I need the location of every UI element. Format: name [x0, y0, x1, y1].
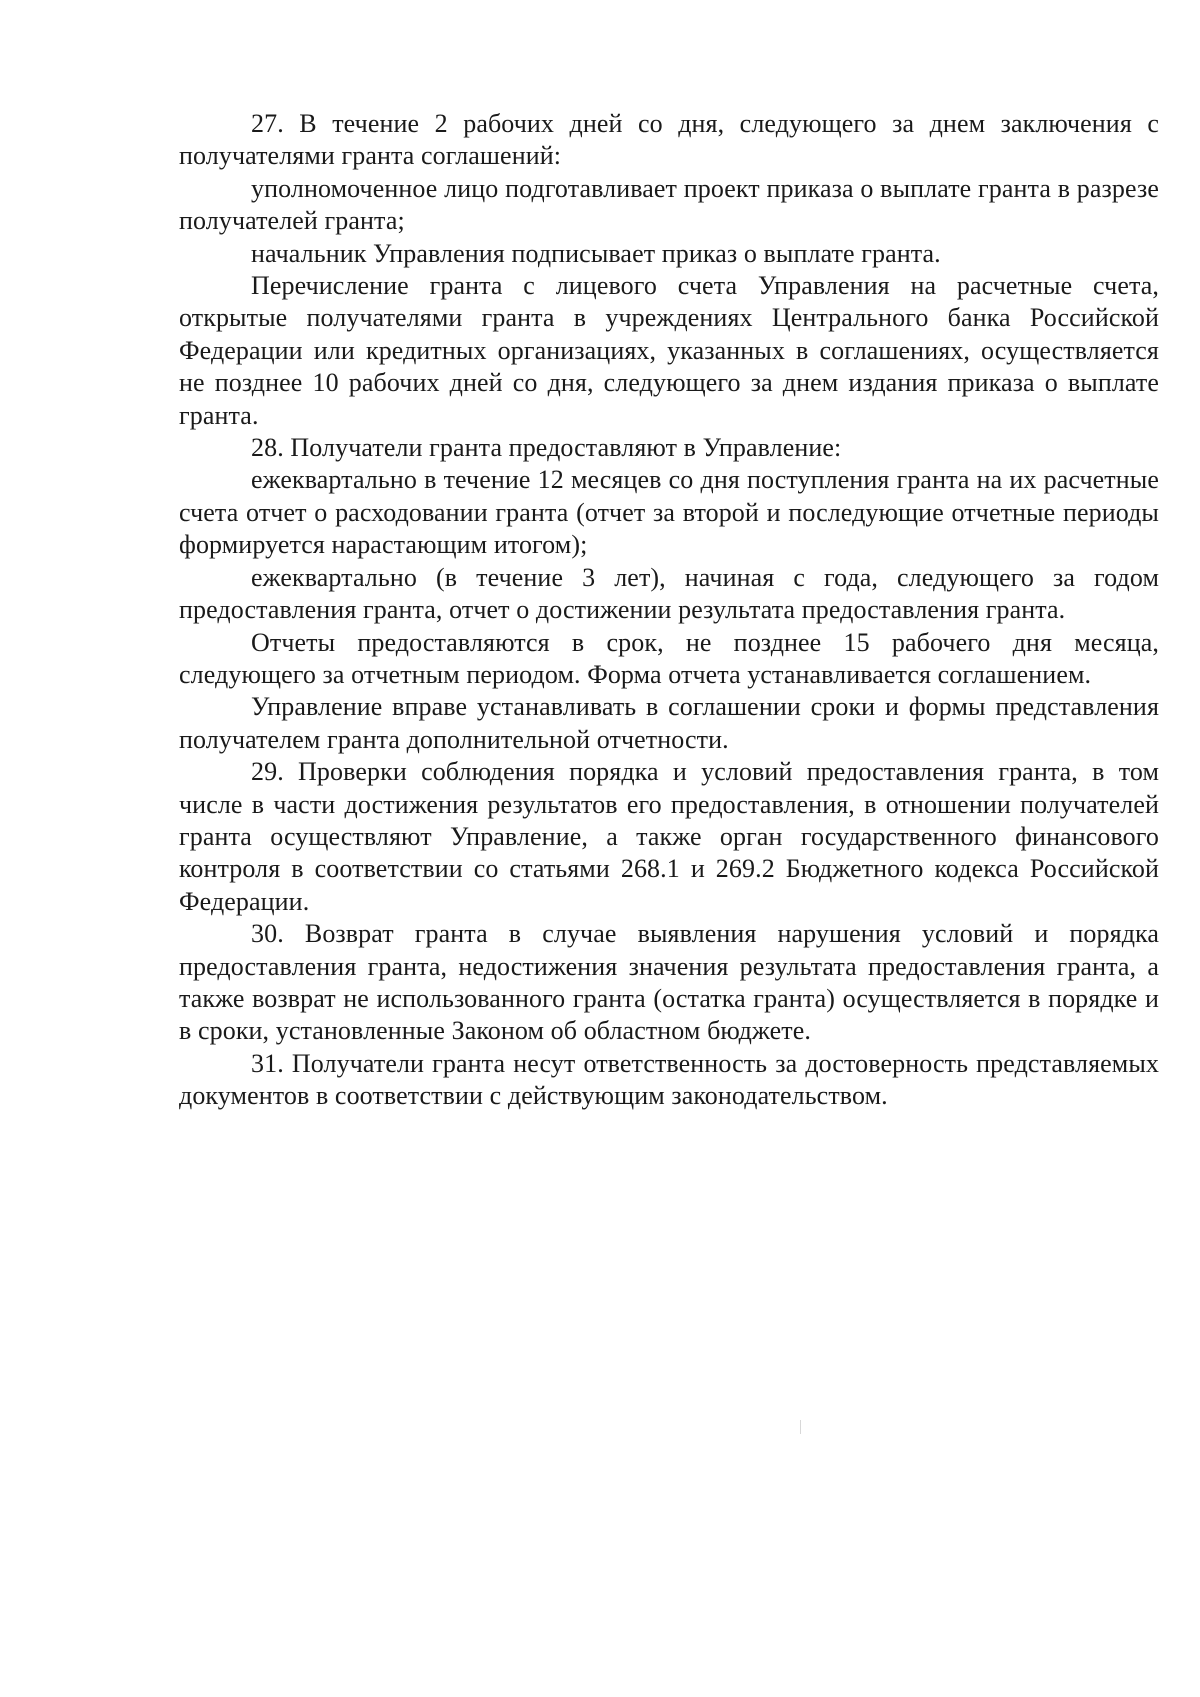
paragraph-27-item-draft-order: уполномоченное лицо подготавливает проект приказа о выплате гранта в разрезе получателей гранта;	[179, 173, 1159, 236]
document-body	[179, 108, 1159, 1113]
paragraph-31: 31. Получатели гранта несут ответственность за достоверность представляемых документов в соответствии с действующим законодательством.	[179, 1048, 1159, 1111]
paragraph-27-item-sign-order: начальник Управления подписывает приказ о выплате гранта.	[251, 238, 941, 268]
paragraph-30: 30. Возврат гранта в случае выявления нарушения условий и порядка предоставления гранта, недостижения значения результата предоставления гранта, а также возврат не использованного гранта (остатка гранта) осуществляется в порядке и в сроки, установленные Законом об областном бюджете.	[179, 919, 1159, 1046]
paragraph-28: 28. Получатели гранта предоставляют в Управление:	[251, 433, 842, 463]
paragraph-27: 27. В течение 2 рабочих дней со дня, следующего за днем заключения с получателями гранта соглашений:	[179, 109, 1159, 171]
paragraph-28-item-result-report: ежеквартально (в течение 3 лет), начиная с года, следующего за годом предоставления гранта, отчет о достижении результата предоставления гранта.	[179, 562, 1159, 625]
paragraph-28-report-deadline: Отчеты предоставляются в срок, не позднее 15 рабочего дня месяца, следующего за отчетным периодом. Форма отчета устанавливается соглашением.	[179, 627, 1159, 689]
paragraph-28-item-expense-report: ежеквартально в течение 12 месяцев со дня поступления гранта на их расчетные счета отчет о расходовании гранта (отчет за второй и последующие отчетные периоды формируется нарастающим итогом);	[179, 465, 1159, 560]
scan-speck	[800, 1420, 801, 1434]
paragraph-29: 29. Проверки соблюдения порядка и условий предоставления гранта, в том числе в части достижения результатов его предоставления, в отношении получателей гранта осуществляют Управление, а также орган государственного финансового контроля в соответствии со статьями 268.1 и 269.2 Бюджетного кодекса Российской Федерации.	[179, 757, 1159, 916]
paragraph-28-additional-reporting: Управление вправе устанавливать в соглашении сроки и формы представления получателем гранта дополнительной отчетности.	[179, 692, 1159, 754]
paragraph-27-transfer: Перечисление гранта с лицевого счета Управления на расчетные счета, открытые получателями гранта в учреждениях Центрального банка Российской Федерации или кредитных организациях, указанных в соглашениях, осуществляется не позднее 10 рабочих дней со дня, следующего за днем издания приказа о выплате гранта.	[179, 271, 1159, 430]
